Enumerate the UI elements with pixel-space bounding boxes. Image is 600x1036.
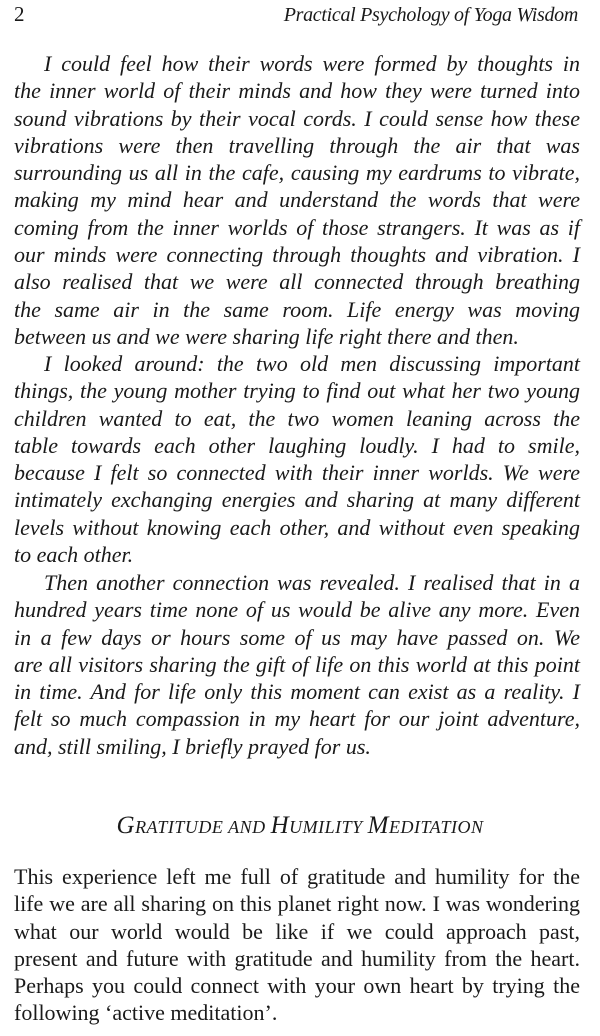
text-line: because I felt so connected with their inner worlds. We were xyxy=(14,460,580,486)
text-line: in a few days or hours some of us may have passed on. We xyxy=(14,624,580,650)
paragraph-1 xyxy=(14,50,580,350)
paragraph-3 xyxy=(14,569,580,760)
text-line: the same air in the same room. Life energy was moving xyxy=(14,296,580,322)
text-line: to each other. xyxy=(14,542,134,568)
text-line: levels without knowing each other, and without even speaking xyxy=(14,514,580,540)
text-line: present and future with gratitude and humility from the heart. xyxy=(14,945,580,971)
heading-cap: G xyxy=(116,812,136,839)
heading-cap: M xyxy=(367,812,389,839)
text-line: making my mind hear and understand the words that were xyxy=(14,187,580,213)
text-line: vibrations were then travelling through the air that was xyxy=(14,132,580,158)
heading-cap: H xyxy=(270,812,290,839)
text-line: felt so much compassion in my heart for our joint adventure, xyxy=(14,706,580,732)
section-heading xyxy=(0,812,600,840)
text-line: and, still smiling, I briefly prayed for us. xyxy=(14,733,371,759)
text-line: also realised that we were all connected through breathing xyxy=(14,269,580,295)
running-title: Practical Psychology of Yoga Wisdom xyxy=(283,4,578,26)
text-line: Perhaps you could connect with your own heart by trying the xyxy=(14,973,580,999)
text-line: sound vibrations by their vocal cords. I could sense how these xyxy=(14,105,580,131)
heading-rest: RATITUDE AND xyxy=(135,817,271,837)
text-line: surrounding us all in the cafe, causing my eardrums to vibrate, xyxy=(14,160,580,186)
text-line: following ‘active meditation’. xyxy=(14,1000,278,1026)
text-line: our minds were connecting through thoughts and vibration. I xyxy=(14,242,580,268)
text-line: Then another connection was revealed. I realised that in a xyxy=(44,570,580,595)
text-line: table towards each other laughing loudly. I had to smile, xyxy=(14,432,580,458)
text-line: This experience left me full of gratitude and humility for the xyxy=(14,864,580,889)
paragraph-2 xyxy=(14,350,580,568)
text-line: what our world would be like if we could approach past, xyxy=(14,918,580,944)
text-line: children wanted to eat, the two women leaning across the xyxy=(14,405,580,431)
running-head xyxy=(14,2,578,32)
text-line: coming from the inner worlds of those strangers. It was as if xyxy=(14,214,580,240)
text-line: are all visitors sharing the gift of life on this world at this point xyxy=(14,651,580,677)
text-line: I could feel how their words were formed by thoughts in xyxy=(44,51,580,76)
text-line: life we are all sharing on this planet right now. I was wondering xyxy=(14,891,580,917)
text-line: the inner world of their minds and how they were turned into xyxy=(14,78,580,104)
text-line: in time. And for life only this moment can exist as a reality. I xyxy=(14,679,580,705)
heading-rest: UMILITY xyxy=(289,817,368,837)
page-number: 2 xyxy=(14,2,25,26)
text-line: intimately exchanging energies and sharing at many different xyxy=(14,487,580,513)
heading-rest: EDITATION xyxy=(388,817,484,837)
text-line: hundred years time none of us would be alive any more. Even xyxy=(14,597,580,623)
text-line: things, the young mother trying to find out what her two young xyxy=(14,378,580,404)
text-line: I looked around: the two old men discussing important xyxy=(44,351,580,376)
text-line: between us and we were sharing life right there and then. xyxy=(14,323,519,349)
section-paragraph xyxy=(14,863,580,1027)
